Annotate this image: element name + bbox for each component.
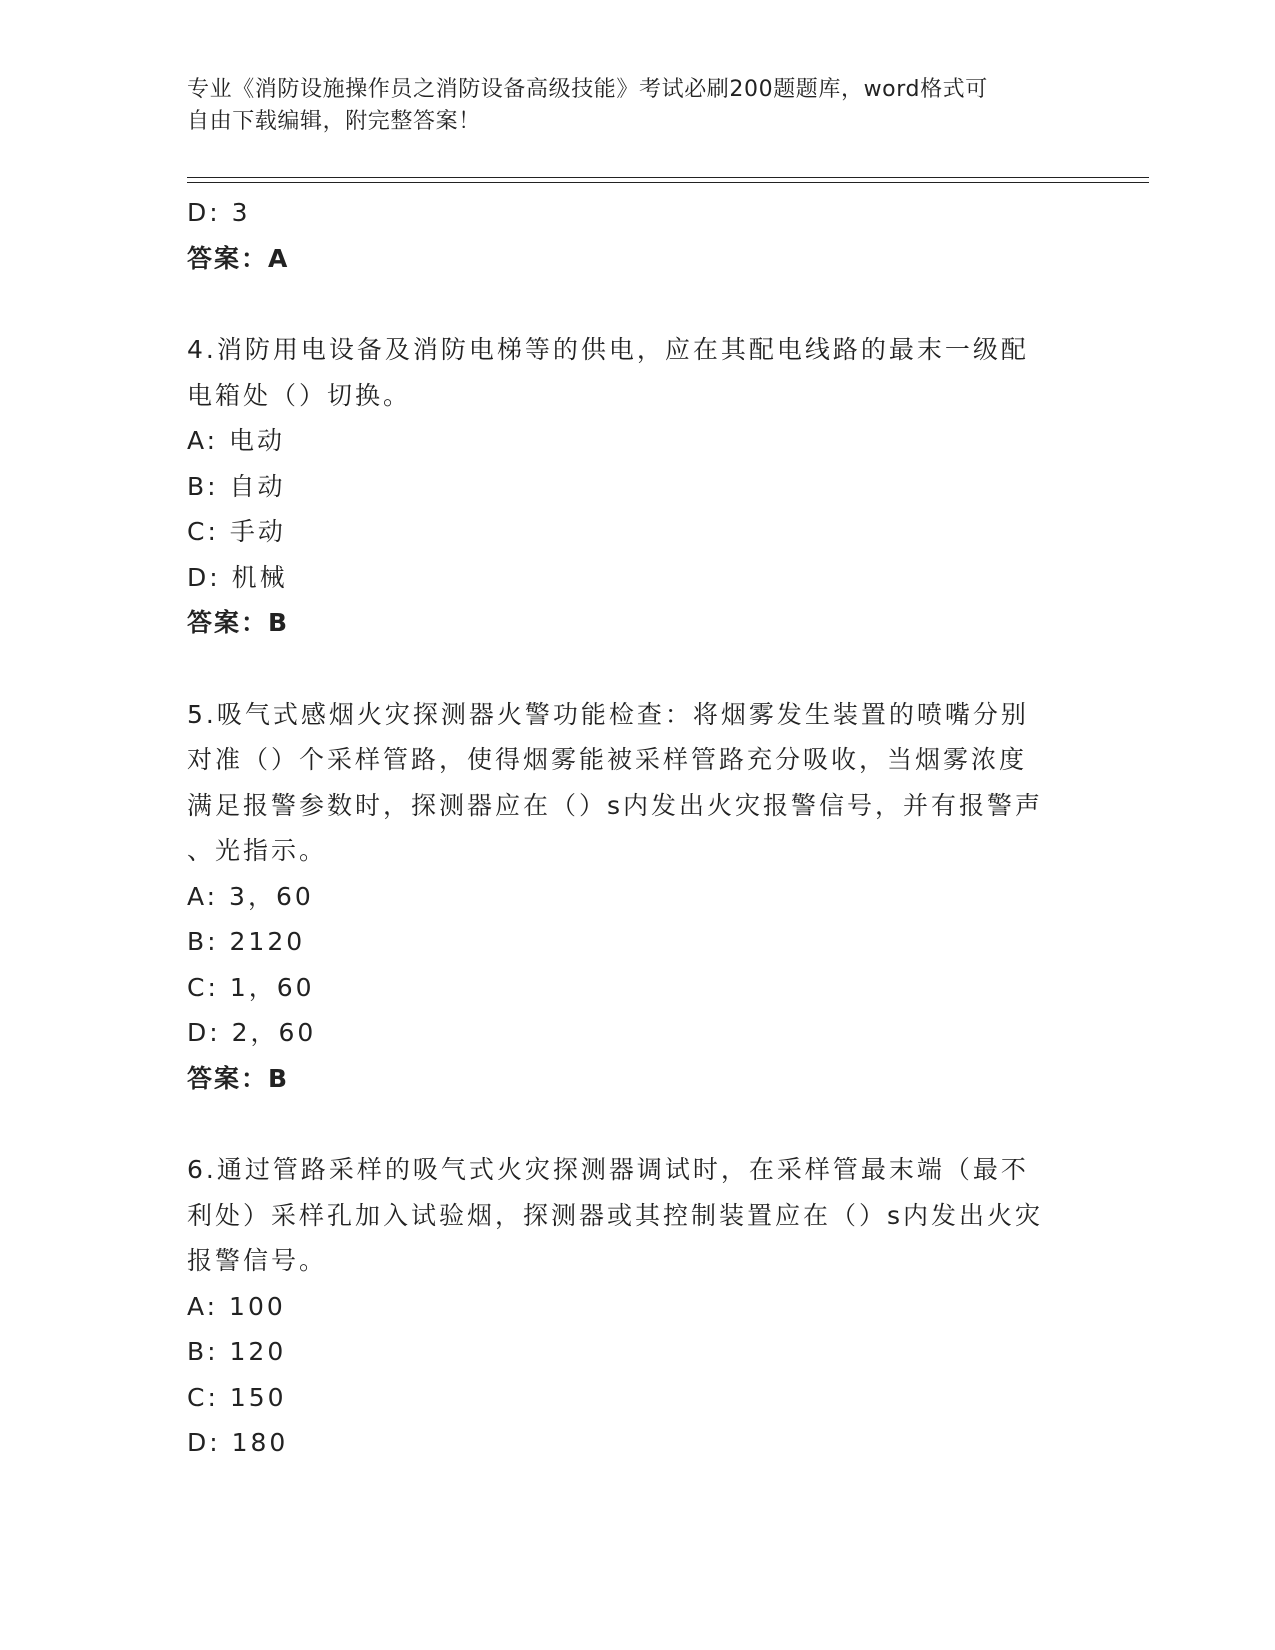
question-6	[187, 1147, 1087, 1466]
question-text-line: 电箱处（）切换。	[187, 380, 412, 410]
question-text-line: 满足报警参数时，探测器应在（）s内发出火灾报警信号，并有报警声	[187, 790, 1044, 820]
option-c: C: 1，60	[187, 972, 315, 1002]
option-d: D: 3	[187, 198, 251, 227]
header-divider-bottom	[187, 182, 1149, 183]
answer-label: 答案：	[187, 608, 269, 637]
question-content	[187, 190, 1087, 1466]
question-4	[187, 327, 1087, 646]
option-a: A: 100	[187, 1291, 286, 1321]
previous-question-tail	[187, 190, 1087, 281]
answer-value: B	[268, 1063, 289, 1093]
question-text-line: 、光指示。	[187, 836, 328, 865]
option-c: C: 150	[187, 1382, 287, 1412]
option-b: B: 2120	[187, 927, 306, 956]
option-d: D: 机械	[187, 562, 288, 592]
question-text-line: 报警信号。	[187, 1246, 328, 1275]
option-a: A: 电动	[187, 426, 286, 455]
header-line-2: 自由下载编辑，附完整答案！	[187, 109, 481, 134]
option-a: A: 3，60	[187, 881, 314, 911]
question-text-line: 5.吸气式感烟火灾探测器火警功能检查：将烟雾发生装置的喷嘴分别	[187, 699, 1029, 729]
answer-value: A	[268, 243, 289, 273]
question-text-line: 4.消防用电设备及消防电梯等的供电，应在其配电线路的最末一级配	[187, 335, 1029, 364]
option-d: D: 2，60	[187, 1018, 317, 1047]
option-c: C: 手动	[187, 517, 286, 546]
answer-label: 答案：	[187, 243, 269, 273]
question-text-line: 对准（）个采样管路，使得烟雾能被采样管路充分吸收，当烟雾浓度	[187, 745, 1028, 774]
question-text-line: 利处）采样孔加入试验烟，探测器或其控制装置应在（）s内发出火灾	[187, 1200, 1044, 1230]
answer	[187, 600, 1087, 646]
question-text-line: 6.通过管路采样的吸气式火灾探测器调试时，在采样管最末端（最不	[187, 1155, 1029, 1184]
option-b: B: 自动	[187, 471, 286, 501]
option-b: B: 120	[187, 1337, 287, 1366]
answer	[187, 236, 1087, 282]
header-line-1: 专业《消防设施操作员之消防设备高级技能》考试必刷200题题库，word格式可	[187, 77, 988, 102]
answer	[187, 1056, 1087, 1102]
answer-value: B	[268, 608, 289, 637]
document-header	[187, 74, 1067, 138]
option-d: D: 180	[187, 1428, 289, 1457]
question-5	[187, 692, 1087, 1102]
header-divider-top	[187, 177, 1149, 178]
answer-label: 答案：	[187, 1063, 269, 1093]
